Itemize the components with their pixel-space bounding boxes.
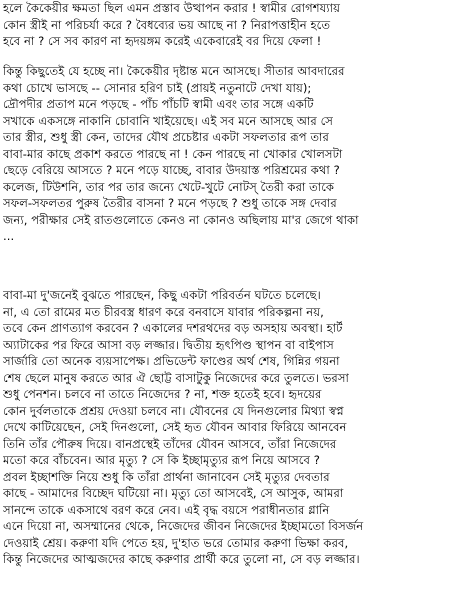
text-line: সার্জারি তো অনেক ব্যয়সাপেক্ষ। প্রভিডেন্ট ফাণ্ডের অর্থ শেষ, গিন্নির গয়না bbox=[3, 354, 340, 368]
paragraph-1-text bbox=[3, 0, 453, 50]
paragraph-3-text bbox=[3, 287, 453, 568]
paragraph-3 bbox=[3, 287, 453, 568]
text-line: এনে দিয়ো না, অসম্মানের থেকে, নিজেদের জীবন নিজেদের ইচ্ছামতো বিসর্জন bbox=[3, 519, 364, 533]
text-line: না, এ তো রামের মত চীরবস্ত্র ধারণ করে বনবাসে যাবার পরিকল্পনা নয়, bbox=[3, 304, 324, 319]
text-line: কলেজ, টিউশনি, তার পর তার জন্যে খেটে-খুটে নোটস্ তৈরী করা তাকে bbox=[3, 179, 335, 194]
text-line: কিন্তু কিছুতেই যে হচ্ছে না। কৈকেয়ীর দৃষ্টান্ত মনে আসছে। সীতার আবদারের bbox=[3, 64, 345, 78]
text-line: দেওয়াই শ্রেয়। করুণা যদি পেতে হয়, দু'হাত ভরে তোমার করুণা ভিক্ষা করব, bbox=[3, 535, 349, 550]
text-line: তিনি তাঁর পৌরুষ দিয়ে। বানপ্রস্থেই তাঁদের যৌবন আসবে, তাঁরা নিজেদের bbox=[3, 436, 337, 451]
text-line: বাবা-মা দু'জনেই বুঝতে পারছেন, কিছু একটা পরিবর্তন ঘটতে চলেছে। bbox=[3, 288, 321, 302]
text-line: মতো করে বাঁচবেন। আর মৃত্যু ? সে কি ইচ্ছামৃত্যুর রূপ নিয়ে আসবে ? bbox=[3, 453, 320, 467]
text-line: জন্য, পরীক্ষার সেই রাতগুলোতে কেনও না কোনও অছিলায় মা'র জেগে থাকা bbox=[3, 212, 359, 227]
text-line: শুধু পেনশন। চলবে না তাতে নিজেদের ? না, শক্ত হতেই হবে। হৃদয়ের bbox=[3, 387, 322, 401]
text-line: বাবা-মার কাছে প্রকাশ করতে পারছে না ! কেন পারছে না খোকার খোলসটা bbox=[3, 146, 343, 161]
text-line: শেষ ছেলে মানুষ করতে আর ঐ ছোট্ট বাসাটুকু নিজেদের করে তুলতে। ভরসা bbox=[3, 370, 349, 385]
text-line: কথা চোখে ভাসছে -- সোনার হরিণ চাই (প্রায়ই নতুনাটে দেখা যায়); bbox=[3, 80, 312, 95]
text-line: কিন্তু নিজেদের আত্মজদের কাছে করুণার প্রার্থী করে তুলো না, সে বড় লজ্জার। bbox=[3, 552, 360, 566]
text-line: সফল-সফলতর পুরুষ তৈরীর বাসনা ? মনে পড়ছে ? শুধু তাকে সঙ্গ দেবার bbox=[3, 196, 337, 210]
paragraph-2-text bbox=[3, 63, 453, 245]
text-line: তবে কেন প্রাণত্যাগ করবেন ? একালের দশরথদের বড় অসহায় অবস্থা। হার্ট bbox=[3, 321, 343, 335]
paragraph-1 bbox=[3, 0, 453, 50]
text-line: তার স্ত্রীর, শুধু স্ত্রী কেন, তাদের যৌথ প্রচেষ্টার একটা সফলতার রূপ তার bbox=[3, 130, 329, 144]
text-line: প্রবল ইচ্ছাশক্তি নিয়ে শুধু কি তাঁরা প্রার্থনা জানাবেন সেই মৃত্যুর দেবতার bbox=[3, 469, 330, 484]
text-line: কোন দুর্বলতাকে প্রশ্রয় দেওয়া চলবে না। যৌবনের যে দিনগুলোর মিথ্যা স্বপ্ন bbox=[3, 403, 344, 418]
text-line: কাছে - আমাদের বিচ্ছেদ ঘটিয়ো না। মৃত্যু তো আসবেই, সে আসুক, আমরা bbox=[3, 486, 344, 500]
paragraph-2 bbox=[3, 63, 453, 245]
text-line: ছেড়ে বেরিয়ে আসতে ? মনে পড়ে যাচ্ছে, বাবার উদয়াস্ত পরিশ্রমের কথা ? bbox=[3, 163, 340, 177]
text-line: সানন্দে তাকে একসাথে বরণ করে নেব। এই বৃদ্ধ বয়সে পরাধীনতার গ্লানি bbox=[3, 502, 330, 517]
text-line: সখাকে একসঙ্গে নাকানি চোবানি খাইয়েছে। এই সব মনে আসছে আর সে bbox=[3, 113, 333, 128]
text-line: ... bbox=[3, 229, 15, 243]
text-line: অ্যাটাকের পর ফিরে আসা বড় লজ্জার। দ্বিতীয় হৃৎপিণ্ড স্থাপন বা বাইপাস bbox=[3, 337, 334, 352]
text-line: হবে না ? সে সব কারণ না হৃদয়ঙ্গম করেই একেবারেই বর দিয়ে ফেলা ! bbox=[3, 34, 322, 48]
text-line: দেখে কাটিয়েছেন, সেই দিনগুলো, সেই হৃত যৌবন আবার ফিরিয়ে আনবেন bbox=[3, 420, 347, 434]
text-line: হলে কৈকেয়ীর ক্ষমতা ছিল এমন প্রস্তাব উত্থাপন করার ! স্বামীর রোগশয্যায় bbox=[3, 1, 340, 15]
text-line: কোন স্ত্রীই না পরিচর্যা করে ? বৈধব্যের ভয় আছে না ? নিরাপত্তাহীন হতে bbox=[3, 17, 331, 32]
text-line: দ্রৌপদীর প্রতাপ মনে পড়ছে - পাঁচ পাঁচটি স্বামী এবং তার সঙ্গে একটি bbox=[3, 97, 314, 111]
